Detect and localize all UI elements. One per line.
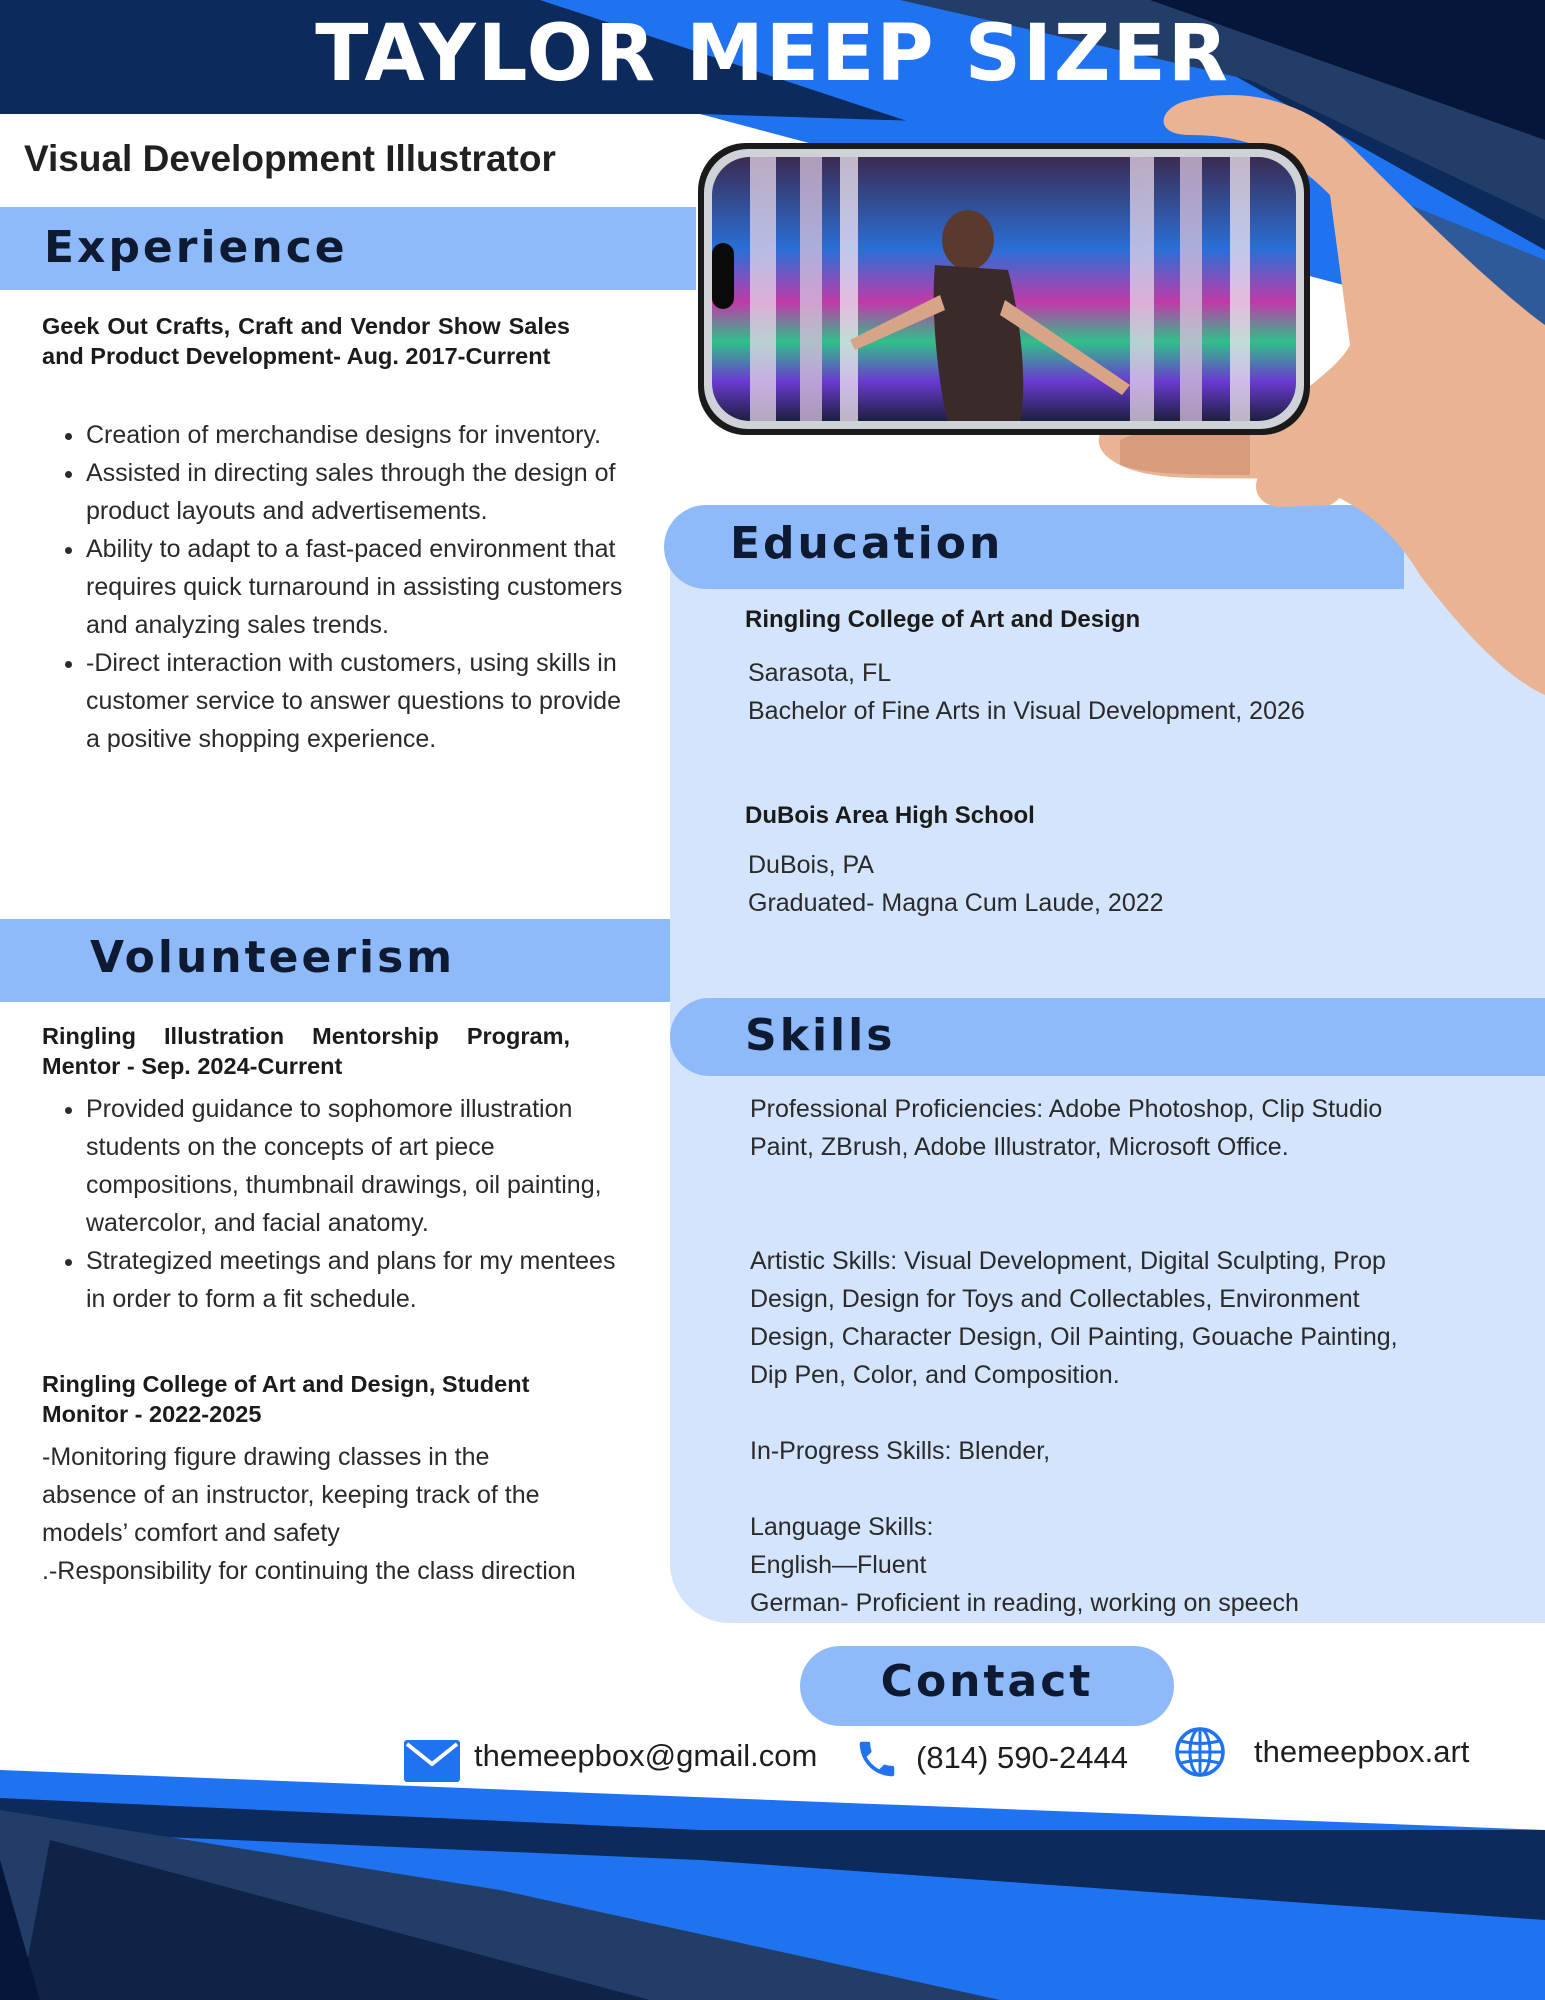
phone-photo-illustration [690, 95, 1545, 695]
skills-heading: Skills [745, 1010, 896, 1061]
job-title: Visual Development Illustrator [24, 138, 556, 179]
volunteer-role-1-bullets [42, 1090, 634, 1318]
education-location-1: Sarasota, FL [748, 659, 892, 687]
education-school-1: Ringling College of Art and Design [745, 606, 1141, 633]
list-item: • Provided guidance to sophomore illustration students on the concepts of art piece compositions, thumbnail drawings, oil painting, watercolor, and facial anatomy. [86, 1090, 634, 1242]
email-icon [404, 1740, 460, 1782]
phone-link[interactable]: (814) 590-2444 [916, 1740, 1128, 1775]
experience-bullets [42, 416, 634, 758]
footer-background [0, 1770, 1545, 2000]
volunteer-role-2-line-1: -Monitoring figure drawing classes in the absence of an instructor, keeping track of the models’ comfort and safety [42, 1443, 540, 1547]
education-degree-1: Bachelor of Fine Arts in Visual Development, 2026 [748, 697, 1305, 725]
list-item: • Assisted in directing sales through the design of product layouts and advertisements. [86, 454, 634, 530]
volunteer-role-2-line-2: .-Responsibility for continuing the class direction [42, 1557, 576, 1585]
list-item: • -Direct interaction with customers, using skills in customer service to answer questions to provide a positive shopping experience. [86, 644, 634, 758]
phone-icon [854, 1736, 900, 1782]
list-item: • Ability to adapt to a fast-paced environment that requires quick turnaround in assisting customers and analyzing sales trends. [86, 530, 634, 644]
education-location-2: DuBois, PA [748, 851, 874, 879]
experience-heading: Experience [44, 222, 348, 273]
education-degree-2: Graduated- Magna Cum Laude, 2022 [748, 889, 1164, 917]
education-school-2: DuBois Area High School [745, 802, 1035, 829]
skills-language-german: German- Proficient in reading, working on speech [750, 1589, 1299, 1617]
globe-icon [1174, 1726, 1226, 1778]
contact-heading: Contact [880, 1656, 1094, 1707]
skills-professional: Professional Proficiencies: Adobe Photoshop, Clip Studio Paint, ZBrush, Adobe Illustrator, Microsoft Office. [750, 1095, 1383, 1161]
education-heading: Education [730, 518, 1004, 569]
list-item: • Creation of merchandise designs for inventory. [86, 416, 634, 454]
skills-language-english: English—Fluent [750, 1551, 927, 1579]
skills-artistic: Artistic Skills: Visual Development, Digital Sculpting, Prop Design, Design for Toys and Collectables, Environment Design, Character Design, Oil Painting, Gouache Painting, Dip Pen, Color, and Composition. [750, 1247, 1398, 1389]
volunteer-role-2-title: Ringling College of Art and Design, Student Monitor - 2022-2025 [42, 1371, 530, 1427]
skills-in-progress: In-Progress Skills: Blender, [750, 1437, 1051, 1465]
website-link[interactable]: themeepbox.art [1254, 1734, 1470, 1769]
volunteer-role-1-title: Ringling Illustration Mentorship Program, Mentor - Sep. 2024-Current [42, 1023, 570, 1079]
volunteerism-heading: Volunteerism [90, 932, 456, 983]
resume-name: TAYLOR MEEP SIZER [315, 9, 1230, 99]
skills-language-label: Language Skills: [750, 1513, 934, 1541]
list-item: • Strategized meetings and plans for my mentees in order to form a fit schedule. [86, 1242, 634, 1318]
email-link[interactable]: themeepbox@gmail.com [474, 1738, 818, 1773]
experience-job-title: Geek Out Crafts, Craft and Vendor Show Sales and Product Development- Aug. 2017-Current [42, 313, 570, 369]
